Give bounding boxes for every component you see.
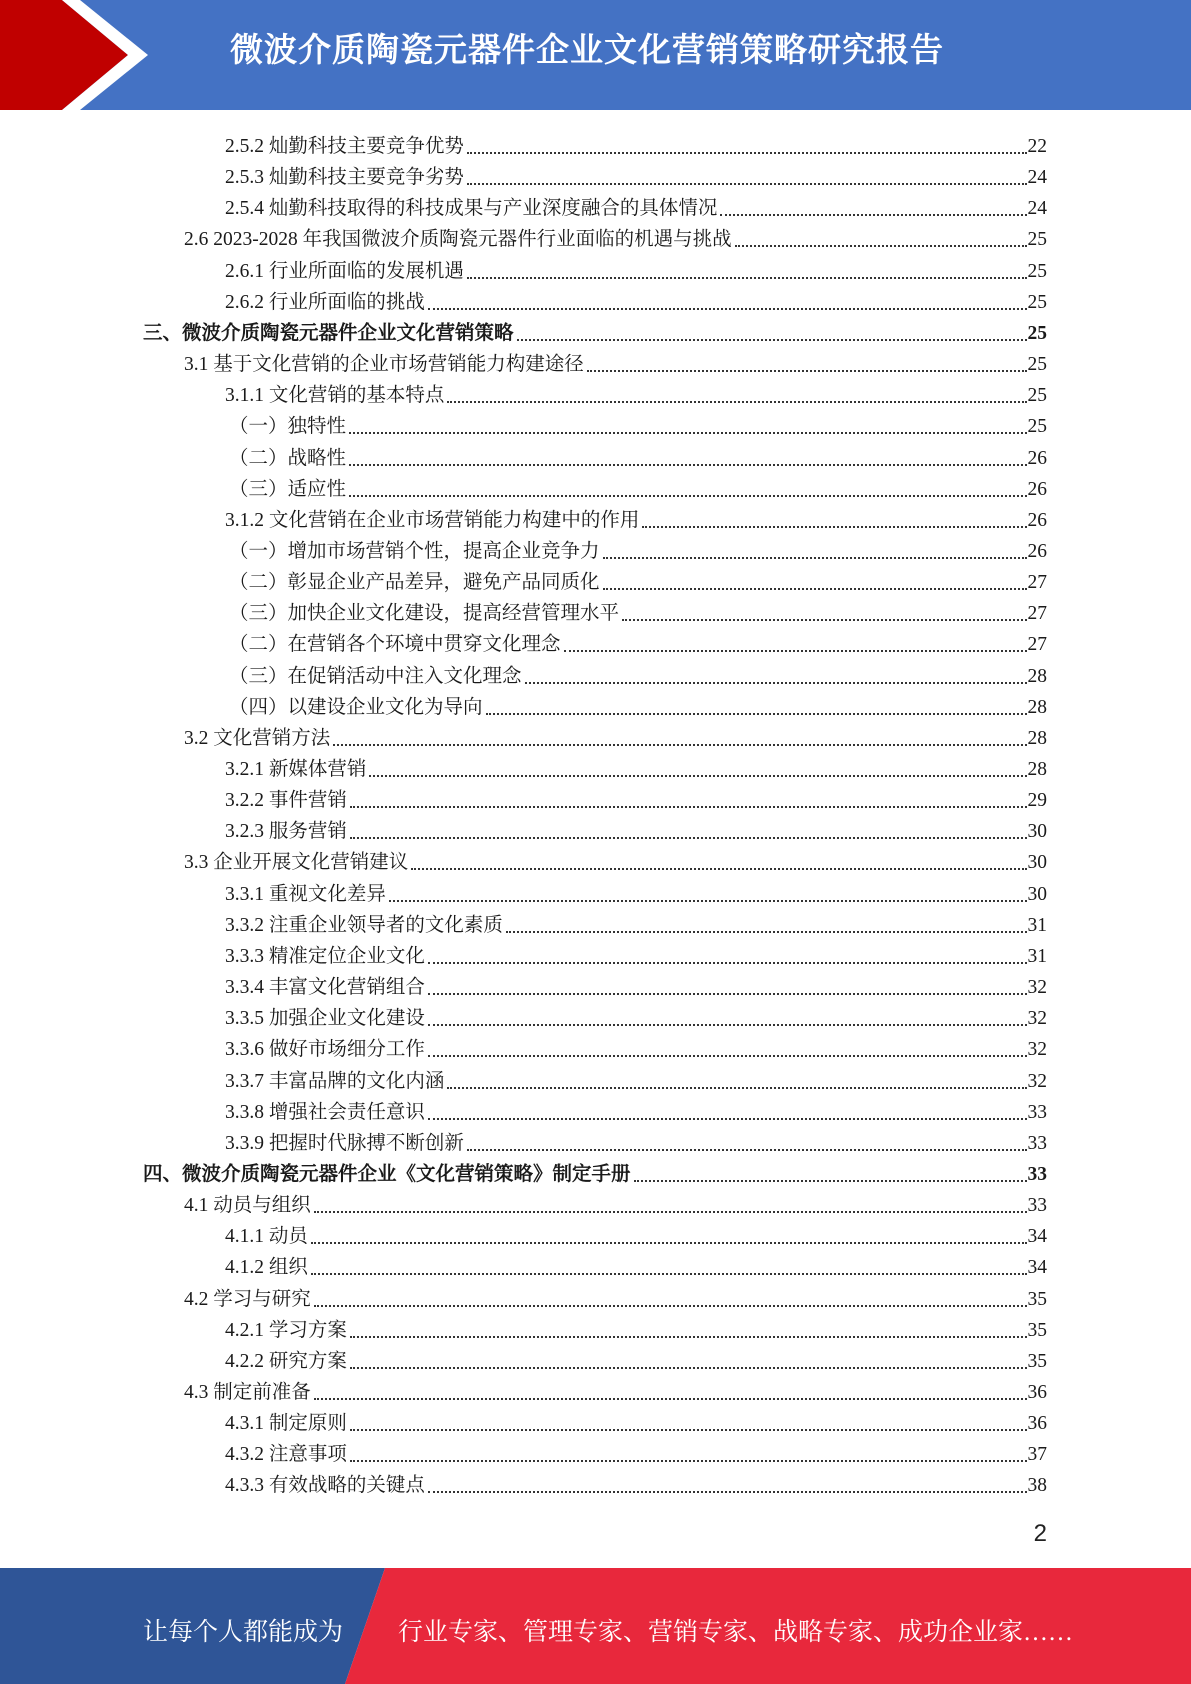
- toc-dot-leader: [603, 587, 1027, 590]
- toc-dot-leader: [447, 1086, 1026, 1089]
- toc-entry[interactable]: [225, 1311, 1047, 1342]
- toc-entry[interactable]: [225, 189, 1047, 220]
- toc-entry[interactable]: [225, 1217, 1047, 1248]
- toc-entry[interactable]: [225, 501, 1047, 532]
- toc-entry[interactable]: [143, 1155, 1047, 1186]
- toc-entry[interactable]: [229, 439, 1047, 470]
- toc-entry-title: 2.5.2 灿勤科技主要竞争优势: [225, 136, 464, 157]
- toc-entry[interactable]: [229, 563, 1047, 594]
- toc-dot-leader: [587, 369, 1027, 372]
- toc-entry[interactable]: [225, 1404, 1047, 1435]
- toc-dot-leader: [486, 712, 1027, 715]
- toc-entry-page: 22: [1027, 136, 1047, 157]
- document-title: 微波介质陶瓷元器件企业文化营销策略研究报告: [230, 30, 944, 69]
- toc-entry-title: 4.2.1 学习方案: [225, 1319, 347, 1341]
- toc-dot-leader: [314, 1397, 1027, 1400]
- toc-entry[interactable]: [184, 719, 1047, 750]
- toc-entry-page: 36: [1027, 1413, 1047, 1435]
- toc-entry[interactable]: [225, 875, 1047, 906]
- toc-entry-title: 2.5.3 灿勤科技主要竞争劣势: [225, 167, 464, 189]
- toc-entry[interactable]: [225, 968, 1047, 999]
- toc-dot-leader: [350, 1366, 1027, 1369]
- toc-entry[interactable]: [184, 220, 1047, 251]
- toc-entry-title: （一）独特性: [229, 416, 347, 438]
- toc-entry-title: 4.1.2 组织: [225, 1257, 308, 1279]
- toc-entry-title: 3.1 基于文化营销的企业市场营销能力构建途径: [184, 354, 584, 376]
- toc-dot-leader: [428, 992, 1027, 995]
- toc-dot-leader: [369, 774, 1026, 777]
- toc-entry[interactable]: [225, 376, 1047, 407]
- toc-entry-page: 35: [1027, 1288, 1047, 1310]
- toc-dot-leader: [350, 1335, 1027, 1338]
- toc-entry-title: 3.3 企业开展文化营销建议: [184, 852, 409, 874]
- toc-entry[interactable]: [143, 314, 1047, 345]
- toc-entry[interactable]: [184, 345, 1047, 376]
- toc-entry-title: 三、微波介质陶瓷元器件企业文化营销策略: [143, 322, 514, 344]
- toc-entry-title: 3.2.2 事件营销: [225, 790, 347, 812]
- toc-dot-leader: [447, 400, 1026, 403]
- toc-entry-page: 33: [1027, 1132, 1047, 1154]
- toc-dot-leader: [389, 899, 1027, 902]
- toc-dot-leader: [349, 494, 1026, 497]
- toc-entry[interactable]: [225, 999, 1047, 1030]
- toc-entry-page: 34: [1027, 1257, 1047, 1279]
- toc-entry-title: 四、微波介质陶瓷元器件企业《文化营销策略》制定手册: [143, 1163, 631, 1185]
- toc-entry[interactable]: [229, 470, 1047, 501]
- toc-entry-title: 3.3.7 丰富品牌的文化内涵: [225, 1070, 445, 1092]
- toc-dot-leader: [350, 836, 1027, 839]
- toc-dot-leader: [467, 182, 1027, 185]
- toc-entry-page: 28: [1027, 665, 1047, 687]
- toc-entry-title: 3.1.1 文化营销的基本特点: [225, 385, 445, 407]
- toc-entry-page: 34: [1027, 1226, 1047, 1248]
- toc-entry-page: 25: [1027, 416, 1047, 438]
- toc-dot-leader: [333, 743, 1026, 746]
- toc-entry-page: 25: [1027, 354, 1047, 376]
- toc-entry-title: 2.6.2 行业所面临的挑战: [225, 291, 425, 313]
- toc-dot-leader: [603, 556, 1027, 559]
- toc-dot-leader: [525, 681, 1027, 684]
- toc-entry-title: 4.3 制定前准备: [184, 1382, 311, 1403]
- toc-entry-title: 3.3.5 加强企业文化建设: [225, 1008, 425, 1030]
- toc-entry[interactable]: [229, 407, 1047, 438]
- toc-entry-title: 2.6.1 行业所面临的发展机遇: [225, 260, 464, 282]
- toc-entry-title: 2.5.4 灿勤科技取得的科技成果与产业深度融合的具体情况: [225, 198, 718, 220]
- toc-entry-page: 35: [1027, 1350, 1047, 1372]
- toc-dot-leader: [350, 1459, 1027, 1462]
- toc-entry[interactable]: [229, 625, 1047, 656]
- toc-entry-title: 4.3.1 制定原则: [225, 1413, 347, 1435]
- toc-entry-title: （四）以建设企业文化为导向: [229, 696, 483, 718]
- toc-entry-title: （三）加快企业文化建设，提高经营管理水平: [229, 603, 620, 625]
- toc-entry-page: 25: [1027, 260, 1047, 282]
- toc-entry-title: 2.6 2023-2028 年我国微波介质陶瓷元器件行业面临的机遇与挑战: [184, 229, 732, 251]
- toc-entry-page: 26: [1027, 447, 1047, 469]
- toc-entry[interactable]: [225, 1466, 1047, 1497]
- toc-entry-title: （二）彰显企业产品差异，避免产品同质化: [229, 572, 600, 594]
- toc-entry-page: 33: [1027, 1101, 1047, 1123]
- toc-entry-title: 4.2 学习与研究: [184, 1288, 311, 1310]
- toc-entry-title: 4.3.3 有效战略的关键点: [225, 1475, 425, 1497]
- toc-dot-leader: [311, 1272, 1027, 1275]
- toc-dot-leader: [349, 463, 1026, 466]
- toc-dot-leader: [564, 649, 1027, 652]
- toc-entry-title: （二）战略性: [229, 447, 347, 469]
- toc-entry-page: 29: [1027, 790, 1047, 812]
- toc-entry-title: 3.1.2 文化营销在企业市场营销能力构建中的作用: [225, 509, 640, 531]
- toc-dot-leader: [349, 431, 1026, 434]
- toc-entry[interactable]: [225, 812, 1047, 843]
- toc-entry-title: （三）在促销活动中注入文化理念: [229, 665, 522, 687]
- toc-entry-title: 3.3.4 丰富文化营销组合: [225, 977, 425, 999]
- toc-entry-title: 4.2.2 研究方案: [225, 1350, 347, 1372]
- toc-dot-leader: [428, 961, 1027, 964]
- toc-dot-leader: [411, 867, 1026, 870]
- toc-entry[interactable]: [225, 1062, 1047, 1093]
- toc-entry-page: 32: [1027, 1070, 1047, 1092]
- toc-dot-leader: [467, 151, 1027, 154]
- toc-entry-page: 28: [1027, 727, 1047, 749]
- toc-dot-leader: [428, 1490, 1027, 1493]
- toc-dot-leader: [735, 244, 1027, 247]
- toc-entry[interactable]: [225, 158, 1047, 189]
- toc-entry-page: 32: [1027, 1008, 1047, 1030]
- toc-entry-page: 25: [1027, 322, 1047, 344]
- toc-entry-page: 31: [1027, 914, 1047, 936]
- toc-entry-page: 32: [1027, 1039, 1047, 1061]
- toc-entry[interactable]: [225, 750, 1047, 781]
- toc-dot-leader: [517, 338, 1027, 341]
- toc-entry[interactable]: [225, 1435, 1047, 1466]
- toc-entry-page: 26: [1027, 478, 1047, 500]
- toc-entry[interactable]: [229, 657, 1047, 688]
- toc-entry-page: 36: [1027, 1382, 1047, 1403]
- toc-entry[interactable]: [225, 937, 1047, 968]
- toc-dot-leader: [350, 1428, 1027, 1431]
- toc-dot-leader: [467, 276, 1027, 279]
- toc-entry[interactable]: [225, 1248, 1047, 1279]
- toc-entry-title: 3.3.6 做好市场细分工作: [225, 1039, 425, 1061]
- toc-entry[interactable]: [225, 1342, 1047, 1373]
- toc-entry[interactable]: [225, 1093, 1047, 1124]
- toc-entry[interactable]: [229, 594, 1047, 625]
- toc-entry-title: （一）增加市场营销个性，提高企业竞争力: [229, 540, 600, 562]
- toc-entry-page: 26: [1027, 509, 1047, 531]
- toc-entry-page: 31: [1027, 945, 1047, 967]
- toc-entry-page: 33: [1027, 1195, 1047, 1217]
- toc-entry[interactable]: [184, 843, 1047, 874]
- toc-entry[interactable]: [225, 1124, 1047, 1155]
- toc-entry-page: 28: [1027, 759, 1047, 780]
- toc-dot-leader: [314, 1304, 1027, 1307]
- toc-dot-leader: [506, 930, 1027, 933]
- toc-entry[interactable]: [184, 1373, 1047, 1404]
- page-footer: [0, 1568, 1191, 1684]
- toc-entry-title: 4.1.1 动员: [225, 1226, 308, 1248]
- toc-entry[interactable]: [225, 127, 1047, 158]
- toc-entry-page: 38: [1027, 1475, 1047, 1497]
- footer-slogan-left: 让每个人都能成为: [143, 1619, 344, 1646]
- toc-entry-page: 32: [1027, 977, 1047, 999]
- toc-entry-page: 28: [1027, 696, 1047, 718]
- toc-dot-leader: [428, 1023, 1027, 1026]
- toc-entry-page: 25: [1027, 229, 1047, 251]
- toc-dot-leader: [642, 525, 1026, 528]
- toc-dot-leader: [428, 1054, 1027, 1057]
- page-number: 2: [1033, 1520, 1047, 1547]
- toc-entry-page: 25: [1027, 385, 1047, 407]
- toc-entry-title: （三）适应性: [229, 478, 347, 500]
- toc-entry-page: 37: [1027, 1444, 1047, 1466]
- toc-entry-title: 3.2.3 服务营销: [225, 821, 347, 843]
- toc-entry-title: 4.1 动员与组织: [184, 1195, 311, 1217]
- toc-dot-leader: [428, 1117, 1027, 1120]
- toc-entry[interactable]: [225, 906, 1047, 937]
- toc-entry[interactable]: [229, 532, 1047, 563]
- toc-entry-page: 33: [1027, 1163, 1047, 1185]
- toc-dot-leader: [428, 307, 1027, 310]
- toc-entry[interactable]: [229, 688, 1047, 719]
- toc-entry-page: 24: [1027, 167, 1047, 189]
- toc-entry-page: 26: [1027, 540, 1047, 562]
- toc-entry-title: 3.3.9 把握时代脉搏不断创新: [225, 1132, 464, 1154]
- toc-entry-page: 30: [1027, 821, 1047, 843]
- toc-entry[interactable]: [225, 283, 1047, 314]
- toc-dot-leader: [350, 805, 1027, 808]
- toc-entry-title: 3.3.3 精准定位企业文化: [225, 945, 425, 967]
- toc-entry-title: 3.2.1 新媒体营销: [225, 759, 367, 780]
- toc-entry[interactable]: [184, 1280, 1047, 1311]
- toc-entry-title: （二）在营销各个环境中贯穿文化理念: [229, 634, 561, 656]
- toc-entry-page: 27: [1027, 572, 1047, 594]
- toc-entry-page: 30: [1027, 883, 1047, 905]
- toc-entry-title: 3.3.2 注重企业领导者的文化素质: [225, 914, 503, 936]
- toc-entry-page: 30: [1027, 852, 1047, 874]
- toc-dot-leader: [314, 1210, 1027, 1213]
- toc-dot-leader: [311, 1241, 1027, 1244]
- toc-entry[interactable]: [184, 1186, 1047, 1217]
- toc-entry-page: 25: [1027, 291, 1047, 313]
- toc-entry-page: 24: [1027, 198, 1047, 220]
- toc-dot-leader: [622, 618, 1026, 621]
- toc-dot-leader: [634, 1179, 1027, 1182]
- toc-entry-page: 27: [1027, 634, 1047, 656]
- toc-entry[interactable]: [225, 1030, 1047, 1061]
- toc-dot-leader: [720, 213, 1026, 216]
- footer-slogan-right: 行业专家、管理专家、营销专家、战略专家、成功企业家……: [398, 1619, 1074, 1646]
- page-header: [0, 0, 1191, 110]
- toc-entry-title: 3.3.8 增强社会责任意识: [225, 1101, 425, 1123]
- toc-entry-title: 3.3.1 重视文化差异: [225, 883, 386, 905]
- toc-entry-page: 27: [1027, 603, 1047, 625]
- red-chevron-decoration: [0, 0, 150, 110]
- toc-entry-page: 35: [1027, 1319, 1047, 1341]
- toc-dot-leader: [467, 1148, 1027, 1151]
- toc-entry-title: 4.3.2 注意事项: [225, 1444, 347, 1466]
- toc-entry[interactable]: [225, 252, 1047, 283]
- toc-entry[interactable]: [225, 781, 1047, 812]
- toc-entry-title: 3.2 文化营销方法: [184, 727, 331, 749]
